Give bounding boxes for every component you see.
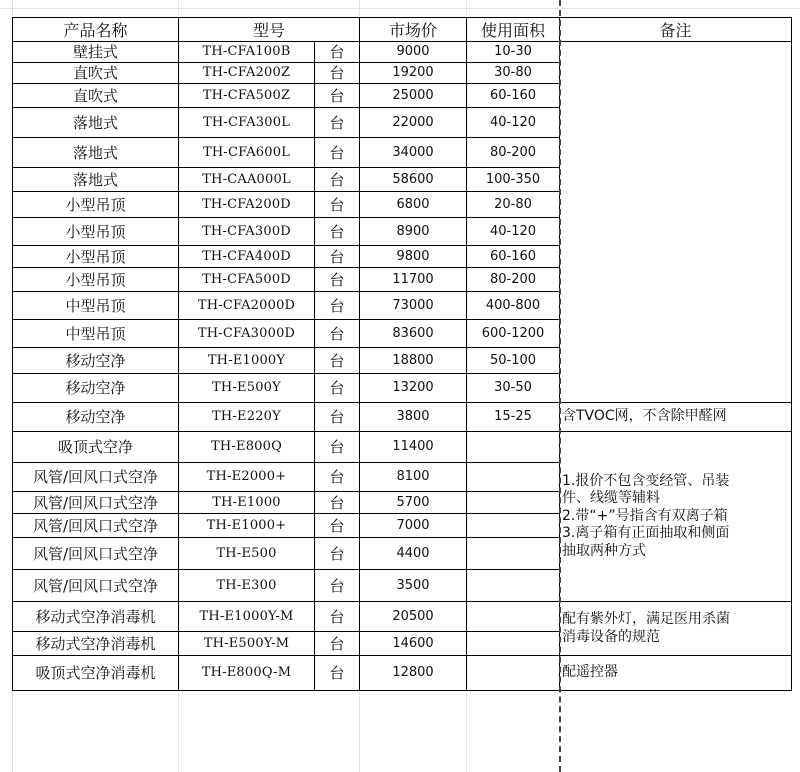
product-name-cell[interactable]: 风管/回风口式空净: [13, 492, 179, 514]
model-cell[interactable]: TH-E1000Y: [179, 348, 315, 374]
remark-text: [562, 611, 791, 646]
market-price-cell[interactable]: 5700: [360, 492, 467, 514]
market-price-cell[interactable]: 9800: [360, 246, 467, 268]
product-name-cell[interactable]: 小型吊顶: [13, 268, 179, 292]
product-name-cell[interactable]: 中型吊顶: [13, 292, 179, 320]
model-cell[interactable]: TH-E500Y: [179, 374, 315, 403]
model-cell[interactable]: TH-E300: [179, 570, 315, 602]
model-cell[interactable]: TH-CFA200Z: [179, 63, 315, 84]
product-name-cell[interactable]: 风管/回风口式空净: [13, 538, 179, 570]
usage-area-cell[interactable]: 15-25: [467, 403, 560, 432]
price-table: [12, 17, 792, 691]
market-price-cell[interactable]: 6800: [360, 192, 467, 218]
remark-cell[interactable]: 含TVOC网，不含除甲醛网: [560, 403, 792, 432]
usage-area-cell[interactable]: [467, 538, 560, 570]
market-price-cell[interactable]: 18800: [360, 348, 467, 374]
usage-area-cell[interactable]: 50-100: [467, 348, 560, 374]
market-price-cell[interactable]: 19200: [360, 63, 467, 84]
remark-line: 配有紫外灯，满足医用杀菌: [562, 611, 730, 627]
table-row: [13, 403, 792, 432]
usage-area-cell[interactable]: [467, 463, 560, 492]
model-cell[interactable]: TH-E500: [179, 538, 315, 570]
unit-cell[interactable]: 台: [315, 570, 360, 602]
market-price-cell[interactable]: 73000: [360, 292, 467, 320]
unit-cell[interactable]: 台: [315, 514, 360, 538]
model-cell[interactable]: TH-E800Q-M: [179, 656, 315, 691]
market-price-cell[interactable]: 8100: [360, 463, 467, 492]
market-price-cell[interactable]: 22000: [360, 108, 467, 138]
usage-area-cell[interactable]: 60-160: [467, 246, 560, 268]
model-cell[interactable]: TH-CFA2000D: [179, 292, 315, 320]
remark-cell[interactable]: [560, 432, 792, 602]
remark-line: 件、线缆等辅料: [562, 490, 660, 507]
usage-area-cell[interactable]: 60-160: [467, 84, 560, 108]
product-name-cell[interactable]: 直吹式: [13, 63, 179, 84]
unit-cell[interactable]: 台: [315, 348, 360, 374]
unit-cell[interactable]: 台: [315, 656, 360, 691]
unit-cell[interactable]: 台: [315, 602, 360, 632]
product-name-cell[interactable]: 落地式: [13, 138, 179, 168]
product-name-cell[interactable]: 移动空净: [13, 403, 179, 432]
market-price-cell[interactable]: 7000: [360, 514, 467, 538]
product-name-cell[interactable]: 移动空净: [13, 348, 179, 374]
market-price-cell[interactable]: 12800: [360, 656, 467, 691]
product-name-cell[interactable]: 风管/回风口式空净: [13, 514, 179, 538]
model-cell[interactable]: TH-CFA300D: [179, 218, 315, 246]
market-price-cell[interactable]: 8900: [360, 218, 467, 246]
unit-cell[interactable]: 台: [315, 632, 360, 656]
usage-area-cell[interactable]: 100-350: [467, 168, 560, 192]
usage-area-cell[interactable]: [467, 656, 560, 691]
remark-cell[interactable]: 配遥控器: [560, 656, 792, 691]
product-name-cell[interactable]: 吸顶式空净: [13, 432, 179, 463]
market-price-cell[interactable]: 58600: [360, 168, 467, 192]
product-name-cell[interactable]: 落地式: [13, 108, 179, 138]
usage-area-cell[interactable]: [467, 602, 560, 632]
header-product-name[interactable]: 产品名称: [13, 18, 179, 42]
usage-area-cell[interactable]: [467, 492, 560, 514]
market-price-cell[interactable]: 13200: [360, 374, 467, 403]
product-name-cell[interactable]: 直吹式: [13, 84, 179, 108]
product-name-cell[interactable]: 吸顶式空净消毒机: [13, 656, 179, 691]
usage-area-cell[interactable]: [467, 570, 560, 602]
remark-line: 2.带“+”号指含有双离子箱: [562, 507, 728, 524]
unit-cell[interactable]: 台: [315, 463, 360, 492]
unit-cell[interactable]: 台: [315, 432, 360, 463]
product-name-cell[interactable]: 风管/回风口式空净: [13, 463, 179, 492]
unit-cell[interactable]: 台: [315, 42, 360, 63]
market-price-cell[interactable]: 83600: [360, 320, 467, 348]
unit-cell[interactable]: 台: [315, 108, 360, 138]
unit-cell[interactable]: 台: [315, 192, 360, 218]
table-row: [13, 656, 792, 691]
remark-cell[interactable]: [560, 42, 792, 403]
usage-area-cell[interactable]: [467, 432, 560, 463]
market-price-cell[interactable]: 20500: [360, 602, 467, 632]
model-cell[interactable]: TH-CFA200D: [179, 192, 315, 218]
unit-cell[interactable]: 台: [315, 84, 360, 108]
header-market-price[interactable]: 市场价: [360, 18, 467, 42]
model-cell[interactable]: TH-CFA600L: [179, 138, 315, 168]
market-price-cell[interactable]: 25000: [360, 84, 467, 108]
usage-area-cell[interactable]: 40-120: [467, 108, 560, 138]
market-price-cell[interactable]: 9000: [360, 42, 467, 63]
market-price-cell[interactable]: 11700: [360, 268, 467, 292]
product-name-cell[interactable]: 移动空净: [13, 374, 179, 403]
header-model[interactable]: 型号: [179, 18, 360, 42]
model-cell[interactable]: TH-E220Y: [179, 403, 315, 432]
usage-area-cell[interactable]: 40-120: [467, 218, 560, 246]
model-cell[interactable]: TH-E1000: [179, 492, 315, 514]
unit-cell[interactable]: 台: [315, 218, 360, 246]
usage-area-cell[interactable]: 80-200: [467, 268, 560, 292]
table-row: [13, 602, 792, 632]
usage-area-cell[interactable]: 30-50: [467, 374, 560, 403]
model-cell[interactable]: TH-E1000+: [179, 514, 315, 538]
model-cell[interactable]: TH-CFA100B: [179, 42, 315, 63]
usage-area-cell[interactable]: 600-1200: [467, 320, 560, 348]
remark-line: 抽取两种方式: [562, 542, 646, 559]
market-price-cell[interactable]: 34000: [360, 138, 467, 168]
product-name-cell[interactable]: 小型吊顶: [13, 192, 179, 218]
unit-cell[interactable]: 台: [315, 320, 360, 348]
product-name-cell[interactable]: 落地式: [13, 168, 179, 192]
unit-cell[interactable]: 台: [315, 268, 360, 292]
market-price-cell[interactable]: 4400: [360, 538, 467, 570]
table-row: [13, 432, 792, 463]
remark-text: [562, 473, 791, 561]
unit-cell[interactable]: 台: [315, 538, 360, 570]
product-name-cell[interactable]: 小型吊顶: [13, 218, 179, 246]
remark-line: 1.报价不包含变经管、吊装: [562, 472, 730, 489]
model-cell[interactable]: TH-CAA000L: [179, 168, 315, 192]
model-cell[interactable]: TH-CFA3000D: [179, 320, 315, 348]
usage-area-cell[interactable]: [467, 514, 560, 538]
product-name-cell[interactable]: 风管/回风口式空净: [13, 570, 179, 602]
unit-cell[interactable]: 台: [315, 403, 360, 432]
market-price-cell[interactable]: 11400: [360, 432, 467, 463]
model-cell[interactable]: TH-E1000Y-M: [179, 602, 315, 632]
unit-cell[interactable]: 台: [315, 374, 360, 403]
usage-area-cell[interactable]: 20-80: [467, 192, 560, 218]
usage-area-cell[interactable]: 80-200: [467, 138, 560, 168]
market-price-cell[interactable]: 14600: [360, 632, 467, 656]
remark-cell[interactable]: [560, 602, 792, 656]
unit-cell[interactable]: 台: [315, 292, 360, 320]
unit-cell[interactable]: 台: [315, 246, 360, 268]
usage-area-cell[interactable]: 30-80: [467, 63, 560, 84]
product-name-cell[interactable]: 移动式空净消毒机: [13, 602, 179, 632]
model-cell[interactable]: TH-CFA300L: [179, 108, 315, 138]
product-name-cell[interactable]: 移动式空净消毒机: [13, 632, 179, 656]
remark-line: 3.离子箱有正面抽取和侧面: [562, 525, 730, 542]
model-cell[interactable]: TH-CFA500D: [179, 268, 315, 292]
product-name-cell[interactable]: 小型吊顶: [13, 246, 179, 268]
usage-area-cell[interactable]: 10-30: [467, 42, 560, 63]
product-name-cell[interactable]: 壁挂式: [13, 42, 179, 63]
unit-cell[interactable]: 台: [315, 63, 360, 84]
table-body: [13, 42, 792, 691]
model-cell[interactable]: TH-E2000+: [179, 463, 315, 492]
header-remark[interactable]: 备注: [560, 18, 792, 42]
gridline: [0, 8, 800, 9]
model-cell[interactable]: TH-CFA400D: [179, 246, 315, 268]
model-cell[interactable]: TH-E800Q: [179, 432, 315, 463]
usage-area-cell[interactable]: 400-800: [467, 292, 560, 320]
product-name-cell[interactable]: 中型吊顶: [13, 320, 179, 348]
unit-cell[interactable]: 台: [315, 492, 360, 514]
header-usage-area[interactable]: 使用面积: [467, 18, 560, 42]
market-price-cell[interactable]: 3500: [360, 570, 467, 602]
unit-cell[interactable]: 台: [315, 138, 360, 168]
model-cell[interactable]: TH-CFA500Z: [179, 84, 315, 108]
page-break-line: [559, 0, 561, 772]
model-cell[interactable]: TH-E500Y-M: [179, 632, 315, 656]
header-row: [13, 18, 792, 42]
market-price-cell[interactable]: 3800: [360, 403, 467, 432]
remark-line: 消毒设备的规范: [562, 628, 660, 645]
usage-area-cell[interactable]: [467, 632, 560, 656]
unit-cell[interactable]: 台: [315, 168, 360, 192]
table-row: [13, 42, 792, 63]
